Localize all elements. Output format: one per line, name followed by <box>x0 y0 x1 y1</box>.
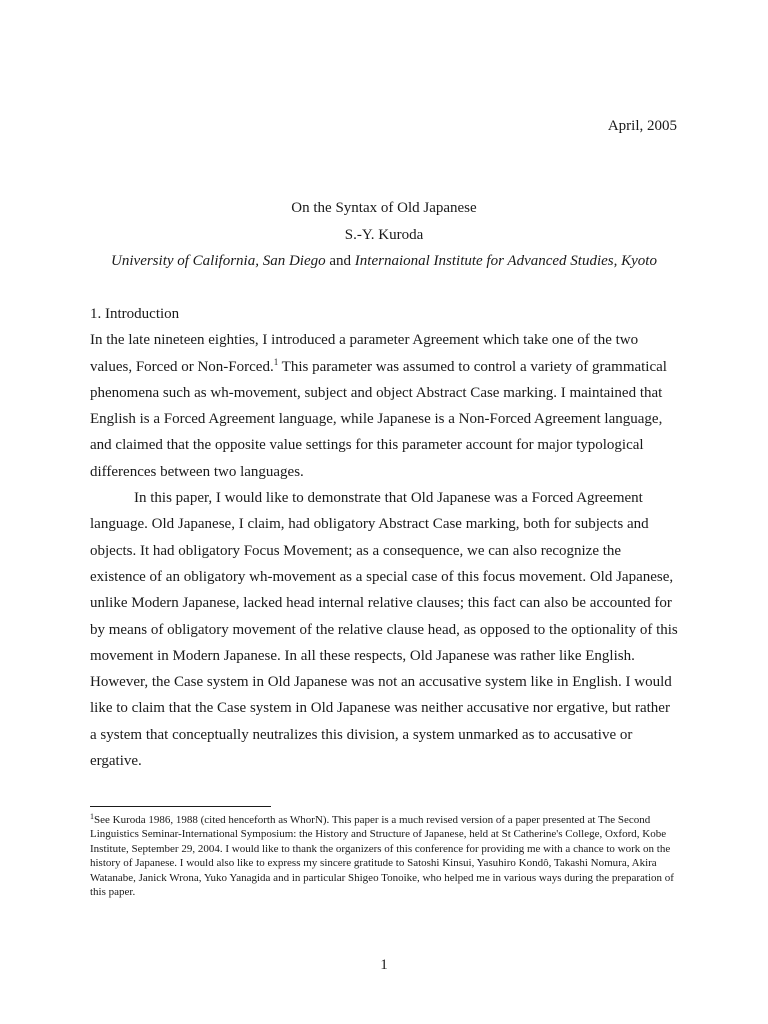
affiliation-institution-2: Internaional Institute for Advanced Studies, Kyoto <box>354 253 657 269</box>
section-body <box>90 301 678 774</box>
footnote-text: See Kuroda 1986, 1988 (cited henceforth as WhorN). This paper is a much revised version of a paper presented at The Second Linguistics Seminar-International Symposium: the History and Structure of Japanese, held at St Catherine's College, Oxford, Kobe Institute, September 29, 2004. I would like to thank the organizers of this conference for providing me with a chance to work on the history of Japanese. I would also like to express my sincere gratitude to Satoshi Kinsui, Yasuhiro Kondô, Takashi Nomura, Akira Watanabe, Janick Wrona, Yuko Yanagida and in particular Shigeo Tonoike, who helped me in various ways during the preparation of this paper. <box>90 814 674 899</box>
affiliation-connector: and <box>329 253 352 269</box>
paragraph-1-text-a: In the late nineteen eighties, I introduced a parameter Agreement which take one of the two values, Forced or Non-Forced. <box>90 332 639 375</box>
page-number: 1 <box>380 957 388 973</box>
footnote-divider <box>90 806 271 807</box>
paper-title: On the Syntax of Old Japanese <box>291 200 477 216</box>
title-block <box>90 195 678 275</box>
section-heading: 1. Introduction <box>90 306 180 322</box>
affiliation-line <box>90 248 678 275</box>
footnote-reference[interactable]: 1 <box>273 356 279 367</box>
document-date: April, 2005 <box>607 118 677 134</box>
paragraph-2: In this paper, I would like to demonstrate that Old Japanese was a Forced Agreement language. Old Japanese, I claim, had obligatory Abstract Case marking, both for subjects and objects. It had obligatory Focus Movement; as a consequence, we can also recognize the existence of an obligatory wh-movement as a special case of this focus movement. Old Japanese, unlike Modern Japanese, lacked head internal relative clauses; this fact can also be accounted for by means of obligatory movement of the relative clause head, as opposed to the optionality of this movement in Modern Japanese. In all these respects, Old Japanese was rather like English. However, the Case system in Old Japanese was not an accusative system like in English. I would like to claim that the Case system in Old Japanese was neither accusative nor ergative, but rather a system that conceptually neutralizes this division, a system unmarked as to accusative or ergative. <box>90 490 678 770</box>
footnote-mark: 1 <box>90 812 94 821</box>
footnote <box>90 813 678 899</box>
paragraph-1-text-b: This parameter was assumed to control a variety of grammatical phenomena such as wh-movement, subject and object Abstract Case marking. I maintained that English is a Forced Agreement language, while Japanese is a Non-Forced Agreement language, and claimed that the opposite value settings for this parameter account for major typological differences between two languages. <box>90 358 667 480</box>
affiliation-institution-1: University of California, San Diego <box>111 253 326 269</box>
author-name: S.-Y. Kuroda <box>344 226 424 243</box>
paragraph-1 <box>90 327 678 485</box>
